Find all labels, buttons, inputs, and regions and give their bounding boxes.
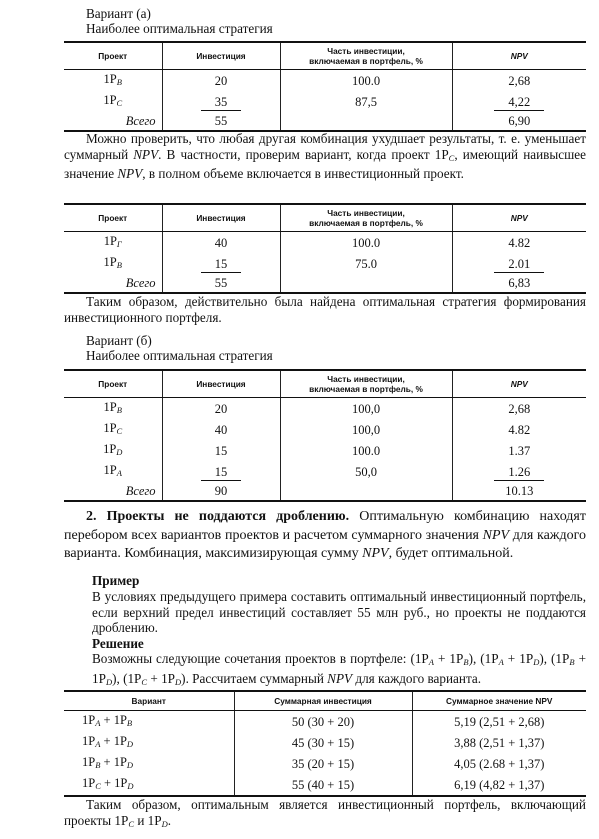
npv-cell: 2,68 [452, 70, 586, 92]
t1-header-share: Часть инвестиции, включаемая в портфель, % [280, 42, 452, 70]
table-row [64, 440, 586, 461]
share-cell: 100.0 [280, 232, 452, 254]
investment-cell: 20 [162, 70, 280, 92]
t1-header-npv: NPV [452, 42, 586, 70]
npv-cell: 2,68 [452, 398, 586, 420]
share-cell: 87,5 [280, 91, 452, 112]
total-investment: 90 [162, 482, 280, 501]
total-investment: 55 [162, 112, 280, 131]
empty-cell [280, 112, 452, 131]
investment-cell: 15 [162, 440, 280, 461]
table-3 [64, 369, 586, 502]
table-row [64, 232, 586, 254]
t2-header-investment: Инвестиция [162, 204, 280, 232]
total-row [64, 482, 586, 501]
table-row [64, 711, 586, 733]
table-row [64, 774, 586, 796]
investment-cell: 35 [162, 91, 280, 112]
t4-header-variant: Вариант [64, 691, 234, 711]
total-row [64, 112, 586, 131]
table-row [64, 461, 586, 482]
total-investment-cell: 55 (40 + 15) [234, 774, 412, 796]
total-npv: 10.13 [452, 482, 586, 501]
total-investment-cell: 45 (30 + 15) [234, 732, 412, 753]
variant-a-title: Вариант (а) [86, 6, 151, 21]
project-cell: $1P_A$ [103, 463, 122, 478]
t4-header-total-investment: Суммарная инвестиция [234, 691, 412, 711]
t2-header-share: Часть инвестиции, включаемая в портфель, % [280, 204, 452, 232]
total-investment-cell: 35 (20 + 15) [234, 753, 412, 774]
total-npv-cell: 5,19 (2,51 + 2,68) [412, 711, 586, 733]
total-npv-cell: 3,88 (2,51 + 1,37) [412, 732, 586, 753]
table-row [64, 419, 586, 440]
share-cell: 100.0 [280, 70, 452, 92]
share-cell: 100.0 [280, 440, 452, 461]
investment-cell: 15 [162, 461, 280, 482]
paragraph-1: Можно проверить, что любая другая комбинация ухудшает результаты, т. е. уменьшает суммарный NPV. В частности, проверим вариант, когда проект $1P_C$, имеющий наивысшее значение NPV, в полном объеме включается в инвестиционный проект. [64, 131, 586, 181]
project-cell: $1P_Г$ [103, 234, 122, 249]
table-row [64, 91, 586, 112]
npv-cell: 4.82 [452, 232, 586, 254]
table-4 [64, 690, 586, 797]
table-row [64, 253, 586, 274]
share-cell: 100,0 [280, 398, 452, 420]
investment-cell: 20 [162, 398, 280, 420]
project-cell: $1P_C$ [103, 93, 123, 108]
total-npv: 6,90 [452, 112, 586, 131]
table-2 [64, 203, 586, 294]
table-1 [64, 41, 586, 132]
table-row [64, 732, 586, 753]
npv-cell: 1.37 [452, 440, 586, 461]
variant-cell: $1P_B + 1P_D$ [82, 755, 134, 770]
example-heading: Пример [92, 573, 140, 588]
t3-header-npv: NPV [452, 370, 586, 398]
solution-text: Возможны следующие сочетания проектов в портфеле: $(1P_A + 1P_B)$, $(1P_A + 1P_D)$, $(1P_B + 1P_D)$, $(1P_C + 1P_D)$. Рассчитаем суммарный NPV для каждого варианта. [92, 651, 587, 687]
total-investment-cell: 50 (30 + 20) [234, 711, 412, 733]
project-cell: $1P_B$ [103, 72, 122, 87]
total-investment: 55 [162, 274, 280, 293]
t2-header-npv: NPV [452, 204, 586, 232]
total-label: Всего [64, 482, 162, 501]
variant-cell: $1P_A + 1P_D$ [82, 734, 134, 749]
project-cell: $1P_B$ [103, 255, 122, 270]
paragraph-2: Таким образом, действительно была найдена оптимальная стратегия формирования инвестиционного портфеля. [64, 294, 586, 325]
investment-cell: 15 [162, 253, 280, 274]
project-cell: $1P_B$ [103, 400, 122, 415]
npv-cell: 4.82 [452, 419, 586, 440]
project-cell: $1P_D$ [103, 442, 123, 457]
share-cell: 75.0 [280, 253, 452, 274]
npv-cell: 2.01 [452, 253, 586, 274]
section-2-paragraph: 2. Проекты не поддаются дроблению. Оптимальную комбинацию находят перебором всех вариантов проектов и расчетом суммарного значения NPV для каждого варианта. Комбинация, максимизирующая сумму NPV, будет оптимальной. [64, 509, 586, 561]
npv-cell: 4,22 [452, 91, 586, 112]
npv-cell: 1.26 [452, 461, 586, 482]
table-row [64, 398, 586, 420]
table-row [64, 70, 586, 92]
t1-header-investment: Инвестиция [162, 42, 280, 70]
variant-a-subtitle: Наиболее оптимальная стратегия [86, 21, 273, 36]
empty-cell [280, 274, 452, 293]
total-npv-cell: 4,05 (2.68 + 1,37) [412, 753, 586, 774]
variant-b-title: Вариант (б) [86, 333, 152, 348]
t2-header-project: Проект [64, 204, 162, 232]
share-cell: 100,0 [280, 419, 452, 440]
empty-cell [280, 482, 452, 501]
variant-cell: $1P_C + 1P_D$ [64, 774, 234, 796]
t3-header-share: Часть инвестиции, включаемая в портфель, % [280, 370, 452, 398]
example-text: В условиях предыдущего примера составить оптимальный инвестиционный портфель, если верхний предел инвестиций составляет 55 млн руб., но проекты не поддаются дроблению. [92, 589, 586, 635]
t4-header-total-npv: Суммарное значение NPV [412, 691, 586, 711]
t3-header-project: Проект [64, 370, 162, 398]
total-label: Всего [64, 274, 162, 293]
share-cell: 50,0 [280, 461, 452, 482]
investment-cell: 40 [162, 232, 280, 254]
total-row [64, 274, 586, 293]
variant-b-subtitle: Наиболее оптимальная стратегия [86, 348, 273, 363]
project-cell: $1P_C$ [103, 421, 123, 436]
total-label: Всего [64, 112, 162, 131]
section-2-heading: 2. Проекты не поддаются дроблению. [86, 509, 350, 524]
conclusion-paragraph: Таким образом, оптимальным является инвестиционный портфель, включающий проекты $1P_C$ и $1P_D$. [64, 797, 586, 829]
total-npv: 6,83 [452, 274, 586, 293]
table-row [64, 753, 586, 774]
t3-header-investment: Инвестиция [162, 370, 280, 398]
t1-header-project: Проект [64, 42, 162, 70]
investment-cell: 40 [162, 419, 280, 440]
variant-cell: $1P_A + 1P_B$ [82, 713, 133, 728]
solution-heading: Решение [92, 636, 144, 651]
total-npv-cell: 6,19 (4,82 + 1,37) [412, 774, 586, 796]
